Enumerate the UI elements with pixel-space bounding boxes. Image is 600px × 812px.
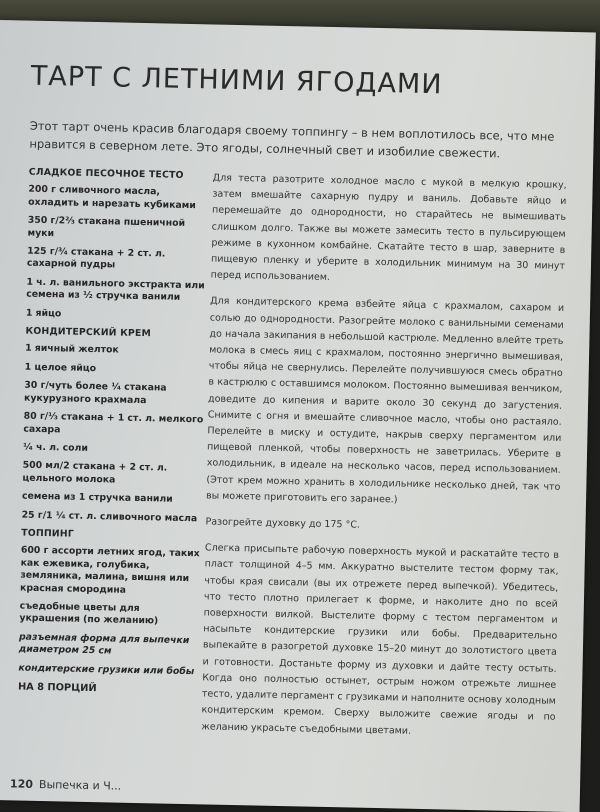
recipe-intro: Этот тарт очень красив благодаря своему топпингу – в нем воплотилось все, что мне нравится в северном лете. Это ягоды, солнечный свет и изобилие свежести. <box>29 118 555 161</box>
page-number: 120 <box>9 777 34 791</box>
section-heading-dough: СЛАДКОЕ ПЕСОЧНОЕ ТЕСТО <box>28 166 184 181</box>
ingredient-item: 30 г/чуть более ¹⁄₄ стакана кукурузного крахмала <box>23 379 167 406</box>
ingredients-column <box>18 167 209 698</box>
ingredient-item: съедобные цветы для украшения (по желанию) <box>19 600 159 627</box>
ingredient-item: ¹⁄₄ ч. л. соли <box>22 441 89 454</box>
ingredient-item: 200 г сливочного масла, охладить и нарезать кубиками <box>28 184 196 211</box>
recipe-title: ТАРТ С ЛЕТНИМИ ЯГОДАМИ <box>30 60 443 101</box>
method-paragraph: Для кондитерского крема взбейте яйца с крахмалом, сахаром и солью до однородности. Разогрейте молоко с ванильными семенами до начала закипания в небольшой кастрюле. Медленно влейте треть молока в смесь яиц с крахмалом, постоянно энергично вымешивая, чтобы яйца не свернулись. Перелейте получившуюся смесь обратно в кастрюлю с оставшимся молоком. Постоянно вымешивая венчиком, доведите до кипения и варите около 30 секунд до загустения. Снимите с огня и вмешайте сливочное масло, чтобы оно растаяло. Перелейте в миску и остудите, накрыв сверху пергаментом или пищевой пленкой, чтобы поверхность не заветрилась. Уберите в холодильник, в идеале на несколько часов, перед использованием. (Этот крем можно хранить в холодильнике несколько дней, так что вы можете приготовить его заранее.) <box>205 295 565 506</box>
ingredient-item: 1 яйцо <box>25 307 62 320</box>
ingredient-item: 500 мл/2 стакана + 2 ст. л. цельного молока <box>22 459 168 486</box>
book-page <box>0 20 596 812</box>
equipment-item: кондитерские грузики или бобы <box>18 662 195 677</box>
method-paragraph: Для теста разотрите холодное масло с мукой в мелкую крошку, затем вмешайте сахарную пудру и ваниль. Добавьте яйцо и перемешайте до однородности, но старайтесь не вымешивать слишком долго. Также вы можете замесить тесто в пульсирующем режиме в кухонном комбайне. Скатайте тесто в шар, заверните в пищевую пленку и уберите в холодильник минимум на 30 минут перед использованием. <box>210 172 567 284</box>
ingredient-item: 25 г/1 ¹⁄₄ ст. л. сливочного масла <box>21 509 198 524</box>
section-heading-cream: КОНДИТЕРСКИЙ КРЕМ <box>25 325 152 340</box>
ingredient-item: 1 яичный желток <box>25 343 119 357</box>
method-paragraph: Разогрейте духовку до 175 °С. <box>205 516 361 531</box>
ingredient-item: 600 г ассорти летних ягод, таких как ежевика, голубика, земляника, малина, вишня или красная смородина <box>20 544 200 596</box>
page-footer <box>10 777 121 792</box>
method-column <box>201 170 567 752</box>
ingredient-item: 1 целое яйцо <box>24 361 97 374</box>
running-title: Выпечка и Ч... <box>38 777 122 793</box>
section-heading-topping: ТОППИНГ <box>21 527 75 540</box>
ingredient-item: 350 г/2²⁄₃ стакана пшеничной муки <box>27 214 186 239</box>
method-paragraph: Слегка присыпьте рабочую поверхность мукой и раскатайте тесто в пласт толщиной 4–5 мм. Аккуратно выстелите тестом форму так, чтобы края свисали (вы их отрежете перед выпечкой). Убедитесь, что тесто плотно прилегает к форме, и наколите дно по всей поверхности вилкой. Выстелите форму с тестом пергаментом и насыпьте кондитерские грузики или бобы. Предварительно выпекайте в разогретой духовке 15–20 минут до золотистого цвета и готовности. Достаньте форму из духовки и дайте тесту остыть. Когда оно полностью остынет, острым ножом отрежьте лишнее тесто, удалите пергамент с грузиками и наполните основу холодным кондитерским кремом. Сверху выложите свежие ягоды и по желанию украсьте съедобными цветами. <box>201 542 560 737</box>
equipment-item: разъемная форма для выпечки диаметром 25 см <box>18 631 190 657</box>
ingredient-item: 1 ч. л. ванильного экстракта или семена из ¹⁄₂ стручка ванили <box>26 276 205 304</box>
servings-label: НА 8 ПОРЦИЙ <box>17 681 97 695</box>
ingredient-item: семена из 1 стручка ванили <box>21 490 173 505</box>
ingredient-item: 125 г/³⁄₄ стакана + 2 ст. л. сахарной пудры <box>26 245 166 271</box>
ingredient-item: 80 г/¹⁄₃ стакана + 1 ст. л. мелкого сахара <box>23 410 204 435</box>
